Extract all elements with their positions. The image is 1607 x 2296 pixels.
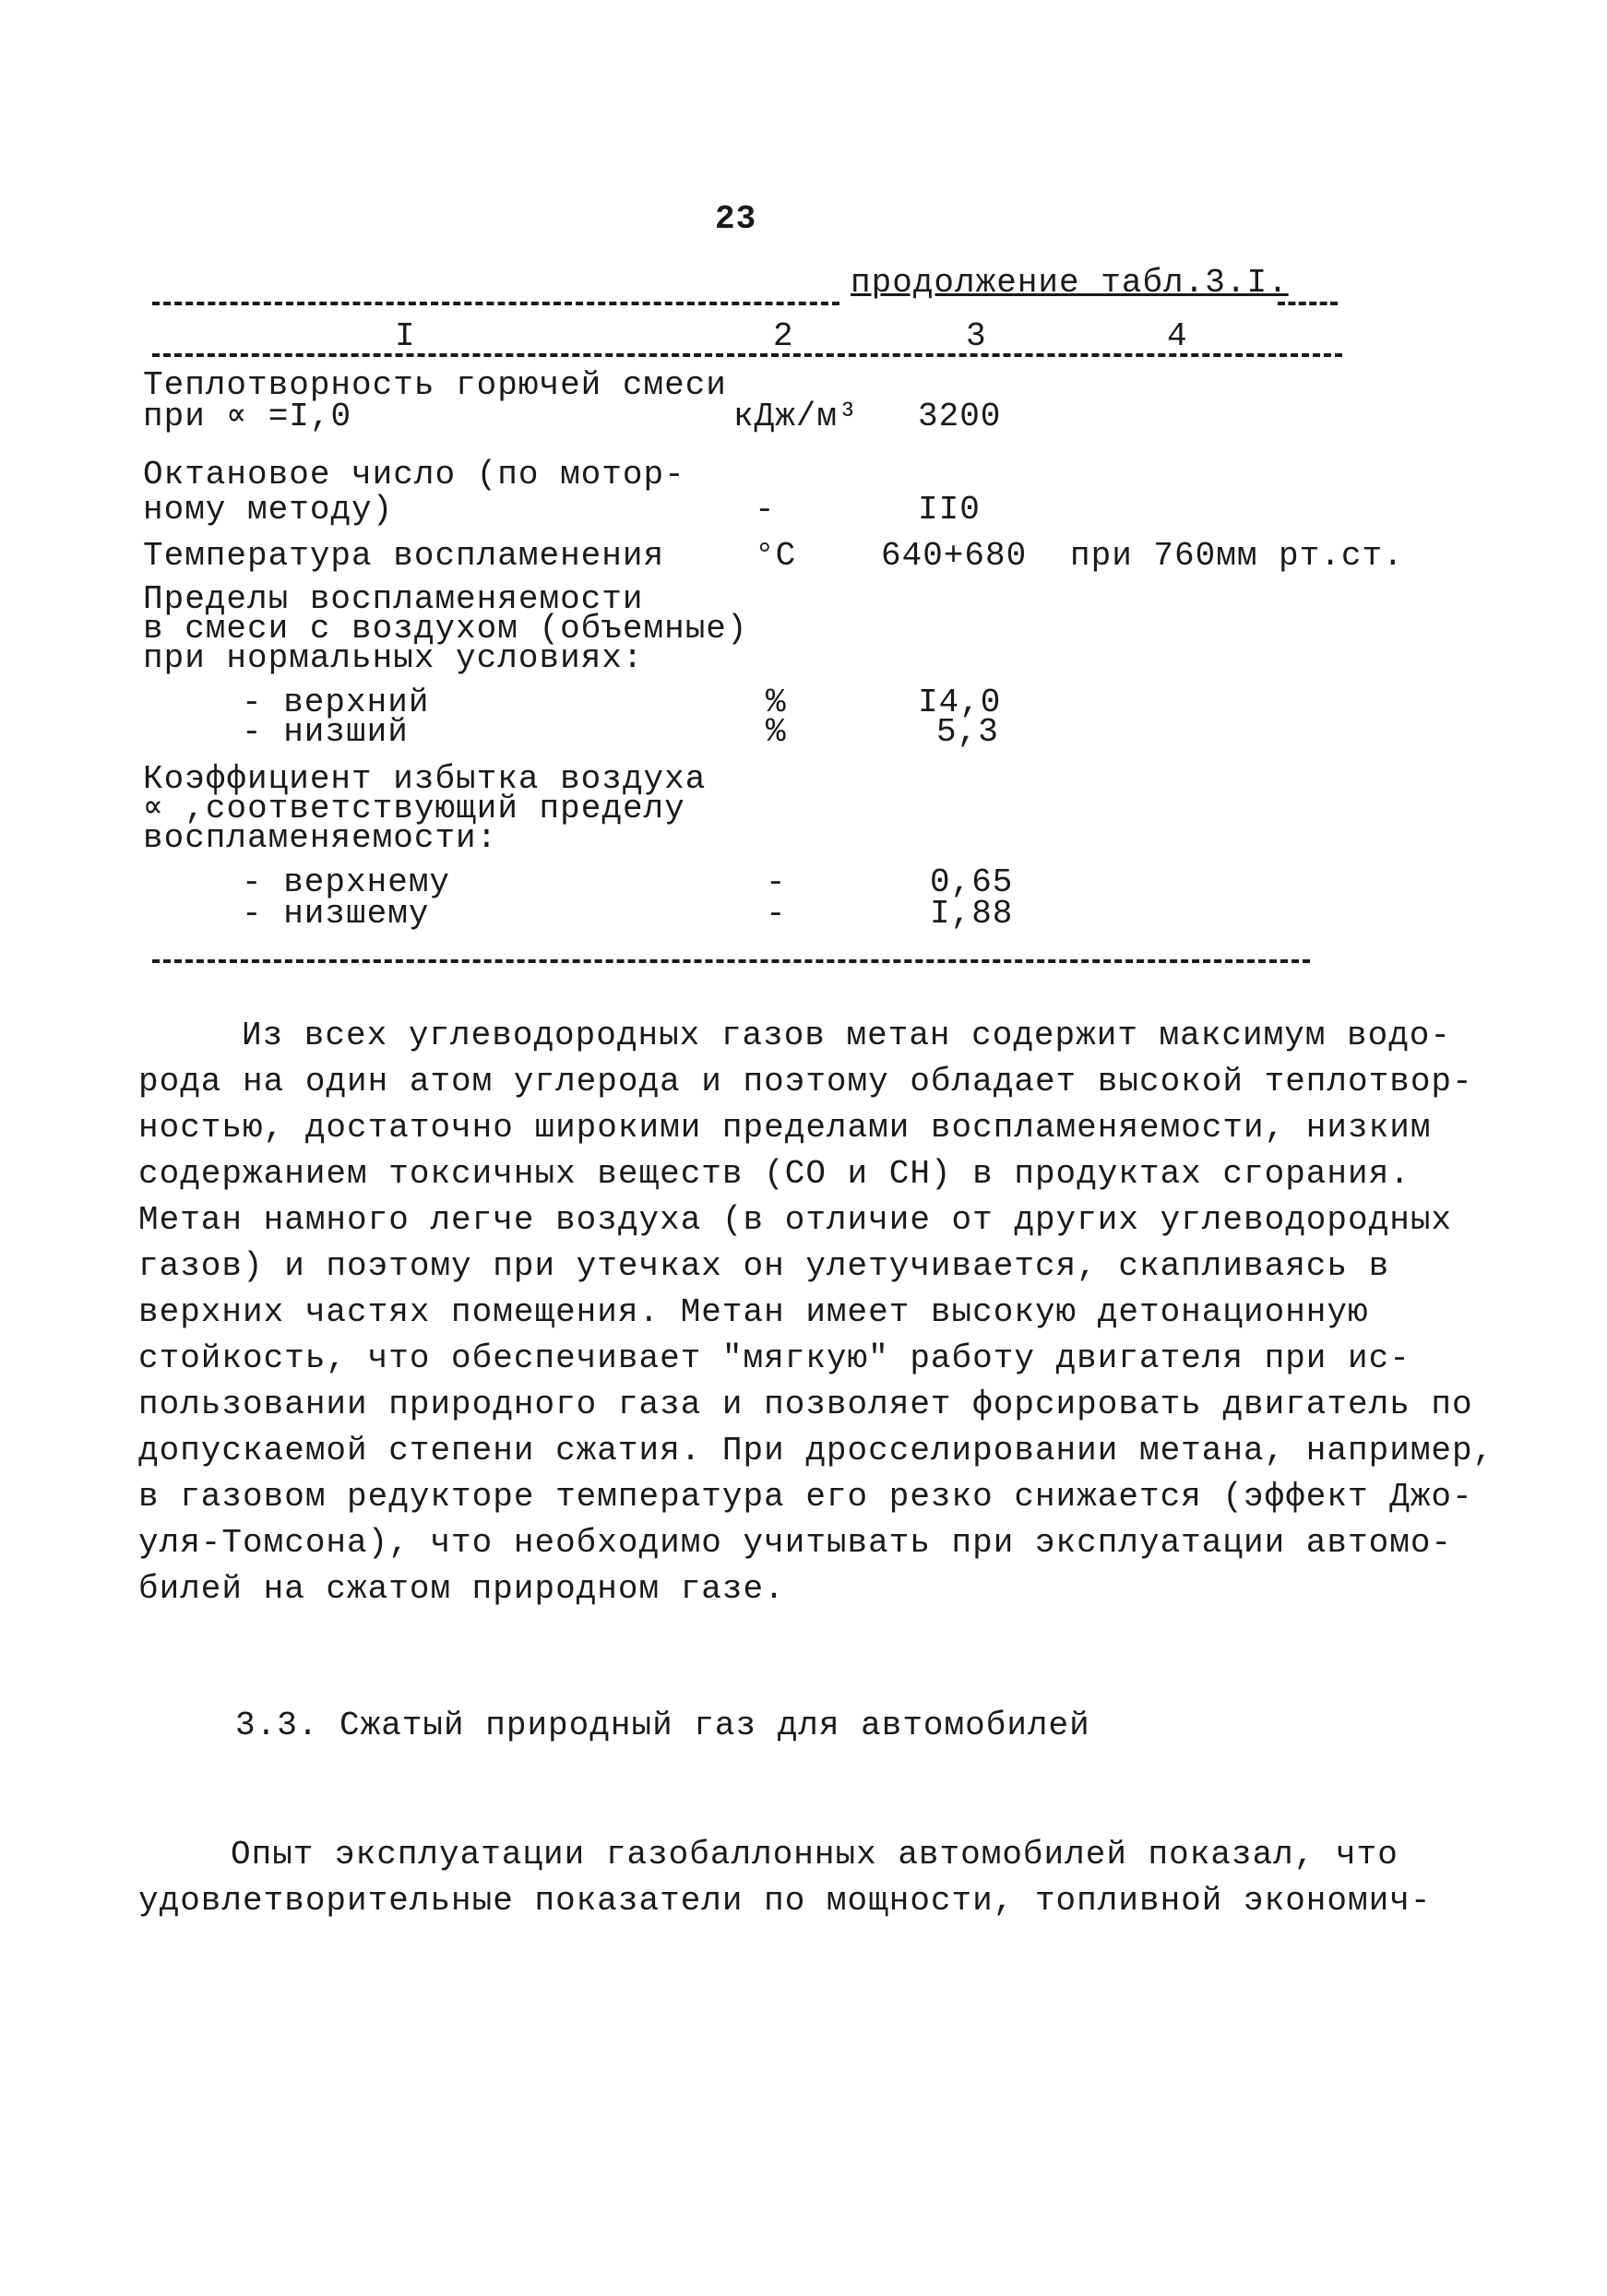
- row-note: при 760мм рт.ст.: [1070, 537, 1404, 575]
- paragraph-line: газов) и поэтому при утечках он улетучивается, скапливаясь в: [138, 1247, 1390, 1285]
- table-bottom-rule: [152, 959, 1310, 963]
- paragraph-line: уля-Томсона), что необходимо учитывать при эксплуатации автомо-: [138, 1524, 1453, 1562]
- paragraph-line: пользовании природного газа и позволяет форсировать двигатель по: [138, 1386, 1473, 1423]
- row-value: I,88: [930, 895, 1014, 933]
- table-top-rule-right: [1278, 302, 1338, 305]
- page-number: 23: [715, 200, 757, 238]
- paragraph-line: допускаемой степени сжатия. При дросселировании метана, например,: [138, 1432, 1494, 1469]
- row-name-line: при нормальных условиях:: [143, 639, 644, 677]
- table-top-rule: [152, 302, 839, 305]
- row-value: 3200: [918, 398, 1002, 435]
- paragraph-line: содержанием токсичных веществ (СО и СН) в продуктах сгорания.: [138, 1155, 1411, 1193]
- row-name-line: - низшему: [242, 895, 430, 933]
- row-name-line: Октановое число (по мотор-: [143, 456, 685, 494]
- row-name-line: Коэффициент избытка воздуха: [143, 760, 707, 798]
- row-value: 0,65: [930, 863, 1014, 901]
- col-header-1: I: [395, 317, 416, 355]
- row-name-line: Температура воспламенения: [143, 537, 665, 575]
- row-value: 640+680: [881, 537, 1028, 575]
- row-value: II0: [918, 491, 981, 529]
- row-unit: -: [755, 491, 776, 529]
- paragraph-line: стойкость, что обеспечивает "мягкую" работу двигателя при ис-: [138, 1339, 1411, 1377]
- row-unit: кДж/м³: [733, 398, 859, 435]
- col-header-4: 4: [1167, 317, 1188, 355]
- paragraph-line: Из всех углеводородных газов метан содержит максимум водо-: [242, 1017, 1452, 1054]
- row-unit: -: [766, 895, 787, 933]
- paragraph-line: ностью, достаточно широкими пределами воспламеняемости, низким: [138, 1109, 1432, 1147]
- paragraph-line: рода на один атом углерода и поэтому обладает высокой теплотвор-: [138, 1063, 1473, 1100]
- table-continuation-label: продолжение табл.3.I.: [851, 264, 1289, 302]
- row-value: I4,0: [918, 684, 1002, 721]
- row-name-line: Пределы воспламеняемости: [143, 580, 644, 618]
- paragraph-line: в газовом редукторе температура его резко снижается (эффект Джо-: [138, 1478, 1473, 1516]
- row-unit: °С: [755, 537, 797, 575]
- row-name-line: - верхний: [242, 684, 430, 721]
- header-bottom-rule: [152, 353, 1342, 357]
- section-heading: 3.3. Сжатый природный газ для автомобилей: [235, 1707, 1090, 1744]
- row-name-line: ному методу): [143, 491, 394, 529]
- row-value: 5,3: [936, 713, 999, 751]
- col-header-2: 2: [773, 317, 794, 355]
- row-unit: -: [766, 863, 787, 901]
- row-name-line: Теплотворность горючей смеси: [143, 366, 727, 404]
- paragraph-line: Метан намного легче воздуха (в отличие от других углеводородных: [138, 1201, 1453, 1239]
- paragraph-line: удовлетворительные показатели по мощности, топливной экономич-: [138, 1882, 1432, 1920]
- paragraph-line: верхних частях помещения. Метан имеет высокую детонационную: [138, 1293, 1369, 1331]
- row-unit: %: [766, 684, 787, 721]
- paragraph-line: билей на сжатом природном газе.: [138, 1570, 785, 1608]
- paragraph-line: Опыт эксплуатации газобаллонных автомобилей показал, что: [231, 1836, 1399, 1874]
- row-name-line: в смеси с воздухом (объемные): [143, 610, 748, 648]
- row-name-line: ∝ ,соответствующий пределу: [143, 790, 685, 827]
- row-name-line: воспламеняемости:: [143, 819, 498, 857]
- row-name-line: - низший: [242, 713, 409, 751]
- row-name-line: при ∝ =I,0: [143, 398, 352, 435]
- col-header-3: 3: [966, 317, 987, 355]
- row-name-line: - верхнему: [242, 863, 451, 901]
- row-unit: %: [766, 713, 787, 751]
